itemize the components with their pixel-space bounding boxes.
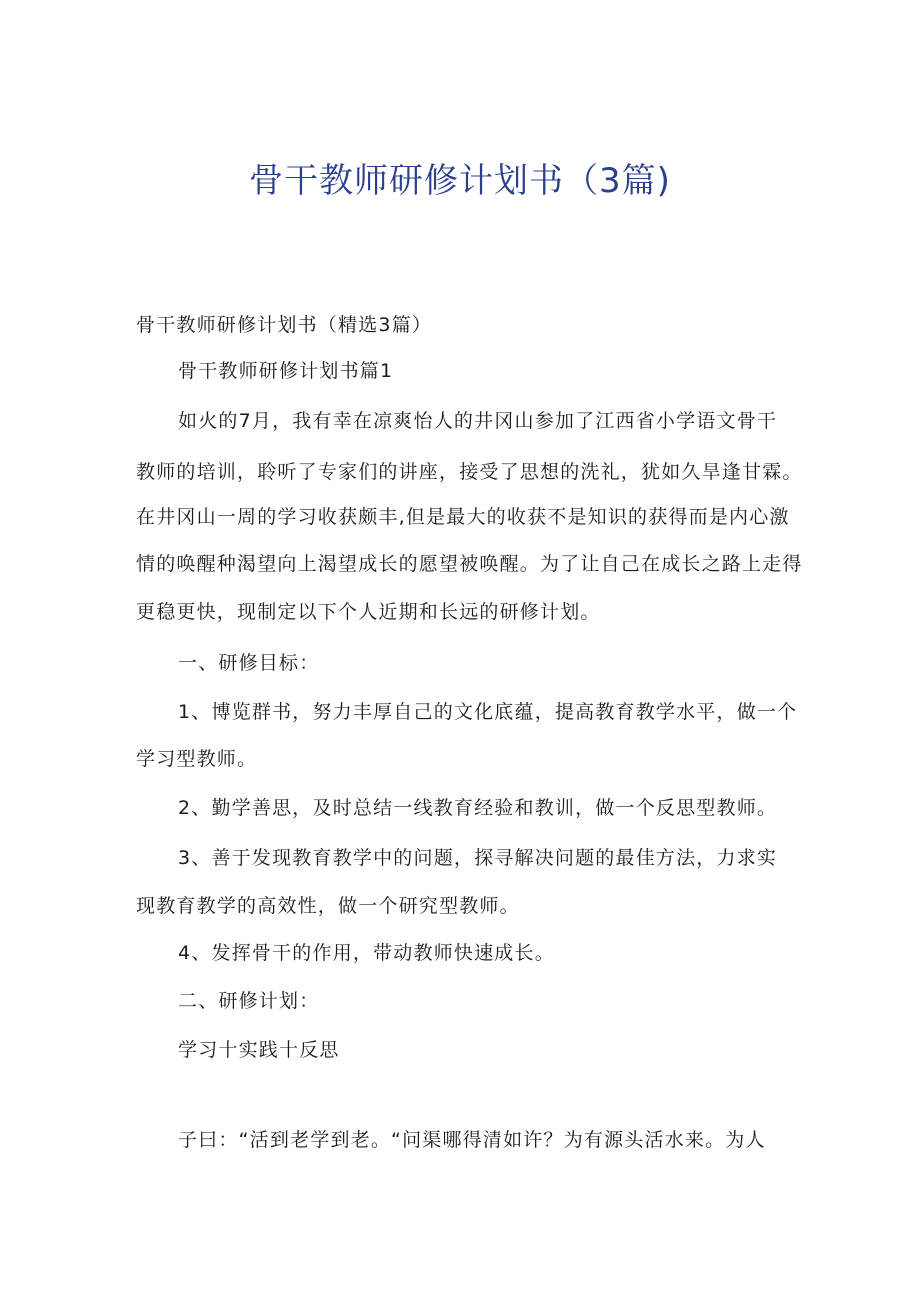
goal-item-1-cont: 学习型教师。 bbox=[136, 748, 258, 770]
plan-subheading: 学习十实践十反思 bbox=[178, 1039, 340, 1061]
goal-item-1: 1、博览群书，努力丰厚自己的文化底蕴，提高教育教学水平，做一个 bbox=[178, 701, 798, 723]
plan-heading: 二、研修计划： bbox=[178, 990, 320, 1012]
paragraph-line: 教师的培训，聆听了专家们的讲座，接受了思想的洗礼，犹如久旱逢甘霖。 bbox=[136, 461, 803, 483]
paragraph-line: 子曰：“活到老学到老。“问渠哪得清如许？为有源头活水来。为人 bbox=[178, 1129, 766, 1151]
goals-heading: 一、研修目标： bbox=[178, 652, 320, 674]
paragraph-line: 如火的7月，我有幸在凉爽怡人的井冈山参加了江西省小学语文骨干 bbox=[178, 410, 778, 432]
paragraph-line: 在井冈山一周的学习收获颇丰,但是最大的收获不是知识的获得而是内心激 bbox=[136, 506, 790, 528]
paragraph-line: 更稳更快，现制定以下个人近期和长远的研修计划。 bbox=[136, 601, 601, 623]
paragraph-line: 情的唤醒种渴望向上渴望成长的愿望被唤醒。为了让自己在成长之路上走得 bbox=[136, 553, 803, 575]
section-heading: 骨干教师研修计划书篇1 bbox=[178, 360, 394, 382]
goal-item-3: 3、善于发现教育教学中的问题，探寻解决问题的最佳方法，力求实 bbox=[178, 847, 778, 869]
document-title: 骨干教师研修计划书（3篇) bbox=[249, 161, 671, 201]
goal-item-3-cont: 现教育教学的高效性，做一个研究型教师。 bbox=[136, 895, 520, 917]
subtitle-line: 骨干教师研修计划书（精选3篇） bbox=[136, 314, 433, 336]
goal-item-4: 4、发挥骨干的作用，带动教师快速成长。 bbox=[178, 942, 555, 964]
goal-item-2: 2、勤学善思，及时总结一线教育经验和教训，做一个反思型教师。 bbox=[178, 797, 778, 819]
